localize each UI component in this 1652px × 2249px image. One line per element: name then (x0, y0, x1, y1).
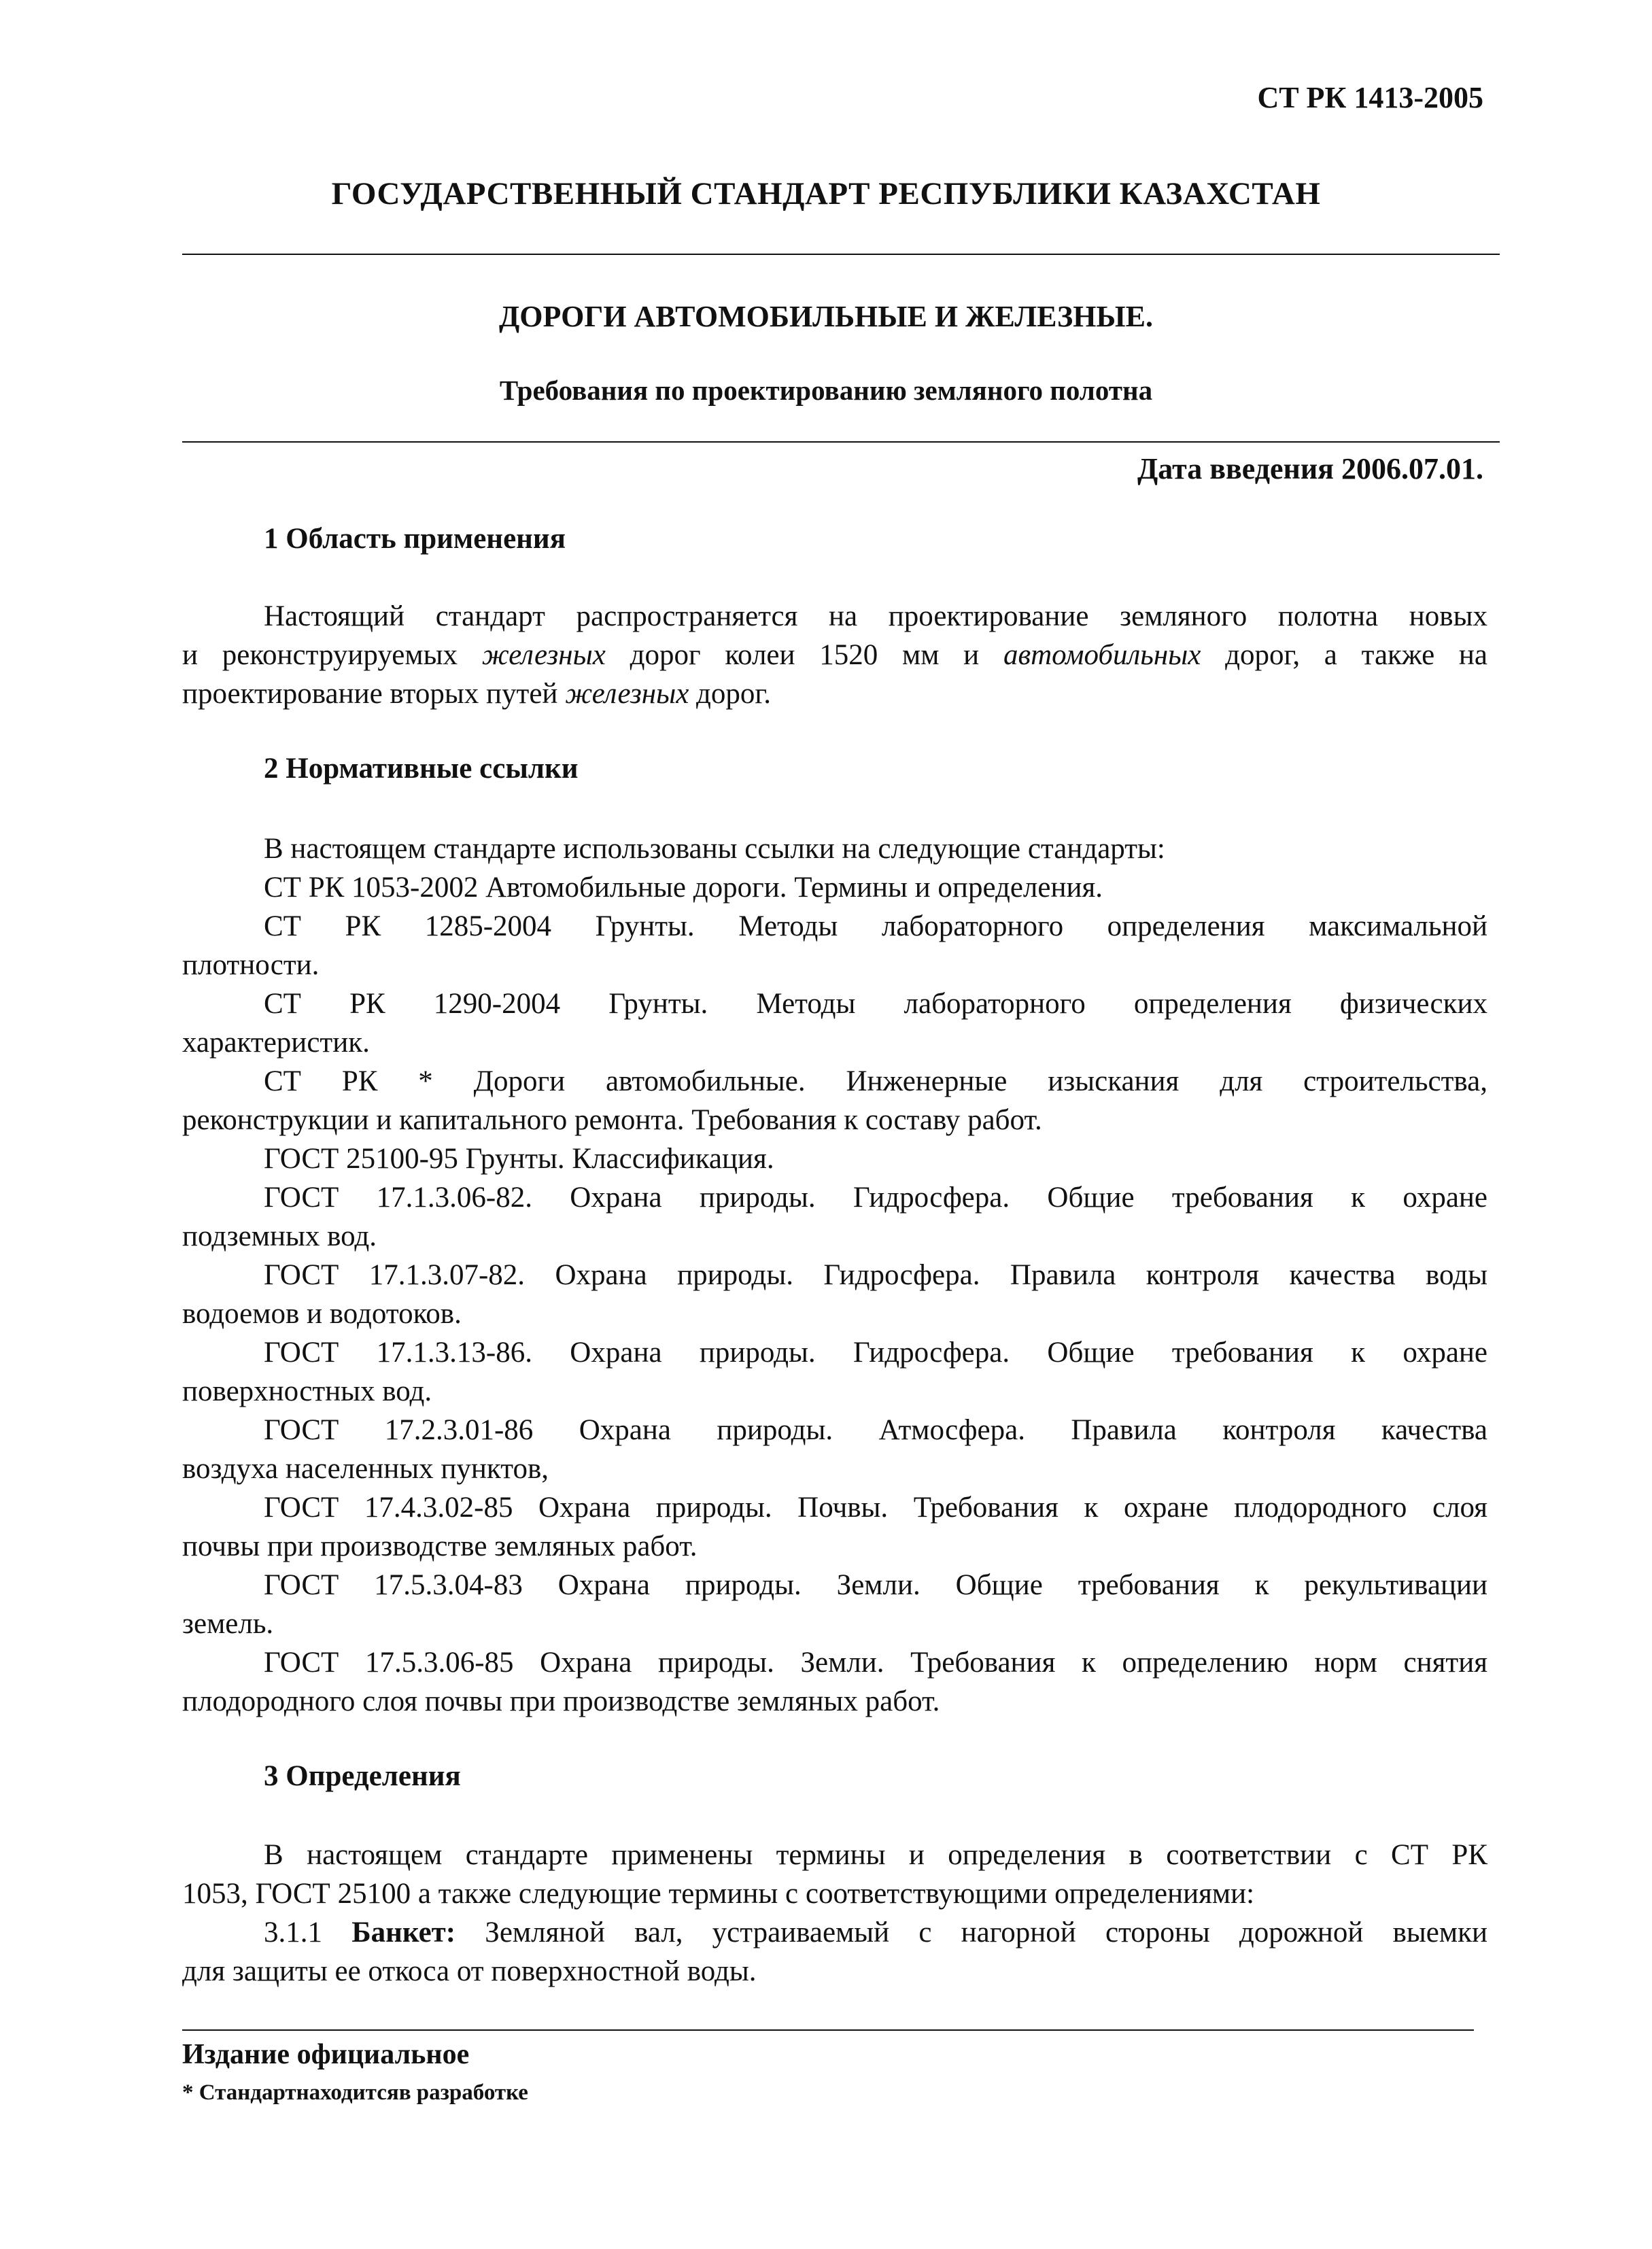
reference-item-continuation: поверхностных вод. (182, 1375, 432, 1407)
reference-item: ГОСТ 25100-95 Грунты. Классификация. (264, 1143, 774, 1175)
term-number: 3.1.1 (264, 1917, 352, 1948)
paragraph-line: 1053, ГОСТ 25100 а также следующие термины с соответствующими определениями: (182, 1878, 1255, 1910)
reference-item-continuation: плотности. (182, 949, 320, 981)
paragraph-line (182, 636, 1487, 674)
section-2-heading: 2 Нормативные ссылки (264, 753, 579, 785)
footnote: * Стандартнаходитсяв разработке (182, 2080, 528, 2105)
text-run: дорог, а также на (1201, 639, 1488, 671)
reference-item: ГОСТ 17.1.3.07-82. Охрана природы. Гидросфера. Правила контроля качества воды (264, 1259, 1487, 1291)
reference-item-continuation: реконструкции и капитального ремонта. Требования к составу работ. (182, 1104, 1042, 1136)
document-code: СТ РК 1413-2005 (1257, 81, 1483, 114)
emphasis-railway: железных (565, 678, 689, 710)
references-intro: В настоящем стандарте использованы ссылки на следующие стандарты: (264, 833, 1165, 865)
reference-item: ГОСТ 17.1.3.06-82. Охрана природы. Гидросфера. Общие требования к охране (264, 1182, 1487, 1214)
document-title: ДОРОГИ АВТОМОБИЛЬНЫЕ И ЖЕЛЕЗНЫЕ. (499, 300, 1153, 333)
reference-item: ГОСТ 17.1.3.13-86. Охрана природы. Гидросфера. Общие требования к охране (264, 1337, 1487, 1369)
header-divider-bottom (182, 441, 1500, 443)
reference-item-continuation: земель. (182, 1608, 274, 1640)
emphasis-automobile: автомобильных (1003, 639, 1201, 671)
document-subtitle: Требования по проектированию земляного полотна (499, 375, 1153, 406)
section-1-heading: 1 Область применения (264, 523, 566, 555)
reference-item: ГОСТ 17.4.3.02-85 Охрана природы. Почвы. Требования к охране плодородного слоя (264, 1492, 1487, 1524)
paragraph-line: Настоящий стандарт распространяется на проектирование земляного полотна новых (264, 600, 1487, 632)
reference-item: СТ РК * Дороги автомобильные. Инженерные изыскания для строительства, (264, 1065, 1487, 1097)
text-run: проектирование вторых путей (182, 678, 566, 710)
reference-item-continuation: воздуха населенных пунктов, (182, 1453, 549, 1485)
term-text: Земляной вал, устраиваемый с нагорной стороны дорожной выемки (455, 1917, 1487, 1948)
reference-item-continuation: водоемов и водотоков. (182, 1298, 462, 1330)
reference-item: ГОСТ 17.5.3.06-85 Охрана природы. Земли. Требования к определению норм снятия (264, 1647, 1487, 1679)
introduction-date: Дата введения 2006.07.01. (1137, 452, 1483, 485)
emphasis-railway: железных (481, 639, 606, 671)
text-run: и реконструируемых (182, 639, 482, 671)
reference-item-continuation: почвы при производстве земляных работ. (182, 1530, 698, 1562)
state-standard-title: ГОСУДАРСТВЕННЫЙ СТАНДАРТ РЕСПУБЛИКИ КАЗАХСТАН (331, 176, 1321, 211)
reference-item: ГОСТ 17.2.3.01-86 Охрана природы. Атмосфера. Правила контроля качества (264, 1414, 1487, 1446)
header-divider-top (182, 254, 1500, 255)
reference-item: СТ РК 1285-2004 Грунты. Методы лабораторного определения максимальной (264, 910, 1487, 942)
text-run: дорог колеи 1520 мм и (605, 639, 1003, 671)
term-definition (264, 1913, 1487, 1952)
term-definition-continuation: для защиты ее откоса от поверхностной воды. (182, 1955, 757, 1987)
section-3-heading: 3 Определения (264, 1760, 461, 1792)
footer-divider (182, 2029, 1474, 2031)
paragraph-line (182, 674, 1487, 713)
official-edition-label: Издание официальное (182, 2039, 470, 2070)
reference-item-continuation: плодородного слоя почвы при производстве земляных работ. (182, 1685, 940, 1717)
reference-item: ГОСТ 17.5.3.04-83 Охрана природы. Земли. Общие требования к рекультивации (264, 1569, 1487, 1601)
term-name: Банкет: (351, 1917, 456, 1948)
reference-item: СТ РК 1053-2002 Автомобильные дороги. Термины и определения. (264, 872, 1103, 904)
reference-item-continuation: подземных вод. (182, 1220, 377, 1252)
reference-item: СТ РК 1290-2004 Грунты. Методы лабораторного определения физических (264, 988, 1487, 1020)
text-run: дорог. (689, 678, 771, 710)
paragraph-line: В настоящем стандарте применены термины и определения в соответствии с СТ РК (264, 1839, 1487, 1871)
reference-item-continuation: характеристик. (182, 1027, 370, 1059)
